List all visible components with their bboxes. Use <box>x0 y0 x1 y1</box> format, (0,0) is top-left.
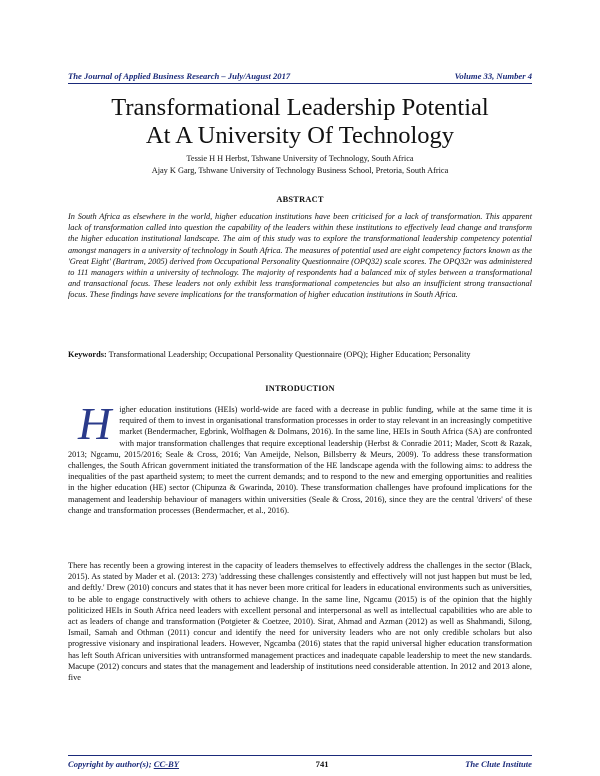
author-list <box>40 153 560 176</box>
footer-rule <box>68 755 532 756</box>
journal-volume: Volume 33, Number 4 <box>454 71 532 81</box>
keywords <box>68 349 532 360</box>
keywords-label: Keywords: <box>68 350 107 359</box>
author-2: Ajay K Garg, Tshwane University of Technology Business School, Pretoria, South Africa <box>151 165 449 175</box>
journal-name: The Journal of Applied Business Research – July/August 2017 <box>68 71 291 81</box>
page-number: 741 <box>315 759 329 769</box>
introduction-heading: INTRODUCTION <box>265 384 335 393</box>
keywords-text: Transformational Leadership; Occupational Personality Questionnaire (OPQ); Higher Education; Personality <box>108 350 471 359</box>
publisher-name: The Clute Institute <box>465 759 532 769</box>
title-line-2: At A University Of Technology <box>145 122 455 149</box>
license-link[interactable]: CC-BY <box>153 759 180 769</box>
paper-title <box>40 94 560 150</box>
title-line-1: Transformational Leadership Potential <box>111 94 489 121</box>
intro-paragraph-1 <box>68 398 532 516</box>
author-1: Tessie H H Herbst, Tshwane University of Technology, South Africa <box>186 154 414 163</box>
page-footer <box>68 759 532 769</box>
drop-cap: H <box>78 398 112 449</box>
journal-header <box>68 71 532 81</box>
intro-paragraph-1-text: igher education institutions (HEIs) world-wide are faced with a decrease in public funding, while at the same time it is required of them to invest in organisational transformation processes in order to stay relevant in an increasingly competitive market (Bendermacher, Egbrink, Wolfhagen & Dolmans, 2016). In the same line, HEIs in South Africa (SA) are confronted with major transformation challenges that require exceptional leadership (Herbst & Conradie 2011; Mader, Scott & Razak, 2013; Ngcamu, 2015/2016; Seale & Cross, 2016; Van Ameijde, Nelson, Billsberry & Meurs, 2009). To address these transformation challenges, the South African government initiated the transformation of the HE landscape agenda with the following aims: to address the inequalities of the past apartheid system; to meet the current demands; and to respond to the new and emerging opportunities and realities in the higher education (HE) sector (Chipunza & Gwarinda, 2010). These transformation challenges have profound implications for the management and leadership behaviour of managers within universities (Seale & Cross, 2016), since they are the central 'drivers' of these change and transformation processes (Bendermacher, et al., 2016). <box>68 405 532 515</box>
copyright-notice <box>68 759 179 769</box>
intro-paragraph-2: There has recently been a growing interest in the capacity of leaders themselves to effectively address the challenges in the sector (Black, 2015). As stated by Mader et al. (2013: 273) 'addressing these challenges consistently and effectively will not just happen but must be led, and deftly.' Drew (2010) concurs and states that it has never been more critical for leaders in educational environments such as universities, to be able to engage constructively with others to achieve change. In the same line, Ngcamu (2015) is of the opinion that the highly politicized HEIs in South Africa need leaders with excellent personal and interpersonal as well as intellectual capabilities who are able to act as leaders of change and transformation (Potgieter & Coetzee, 2010). Sirat, Ahmad and Azman (2012) as well as Shahmandi, Silong, Ismail, Samah and Othman (2011) concur and identify the need for university leaders who are not only credible scholars but also progressive visionary and inspirational leaders. However, Ngcamba (2016) states that the rapid universal higher education transformation has left South African universities with untransformed management practices and inadequate capable leadership to meet the new standards. Macupe (2012) concurs and states that the management and leadership of institutions need considerable attention. In 2012 and 2013 alone, five <box>68 561 532 683</box>
abstract-heading: ABSTRACT <box>276 195 324 204</box>
abstract-text: In South Africa as elsewhere in the world, higher education institutions have been criticised for a lack of transformation. This apparent lack of transformation called into question the capability of the leaders within these institutions to effectively lead change and transform the higher education institutional landscape. The aim of this study was to explore the transformational leadership competency potential amongst managers in a university of technology in South Africa. The measures of potential used are eight competency factors known as the 'Great Eight' (Bartram, 2005) derived from Occupational Personality Questionnaire (OPQ32) scale scores. The OPQ32r was administered to 111 managers within a university of technology. The majority of respondents had a balanced mix of styles between a transformational and transactional focus. These leaders not only exhibit less transformational competencies but also an insufficient strong transactional focus. These findings have severe implications for the transformation of higher education institutions in South Africa. <box>68 212 532 300</box>
header-rule <box>68 83 532 84</box>
copyright-text: Copyright by author(s); <box>68 759 152 769</box>
